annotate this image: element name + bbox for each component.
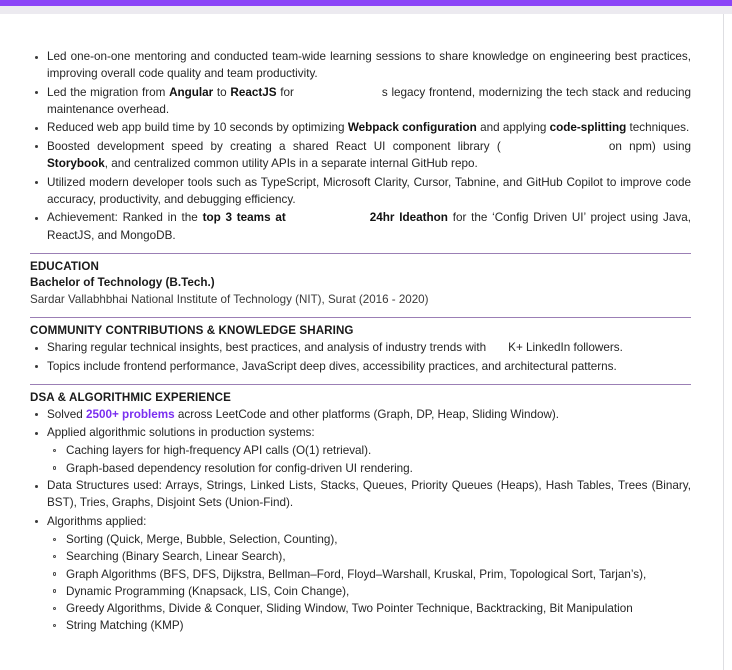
list-item [47,442,691,459]
dsa-bullet-list [30,406,691,442]
experience-section [30,48,691,244]
bullet-text-part: to [213,85,231,99]
dsa-problems-count: 2500+ problems [85,407,175,421]
list-item [30,477,691,512]
community-heading: COMMUNITY CONTRIBUTIONS & KNOWLEDGE SHARING [30,324,354,338]
subbullet-text: Graph-based dependency resolution for config-driven UI rendering. [66,461,413,475]
experience-bullet-list [30,48,691,244]
bullet-text-part: Sharing regular technical insights, best practices, and analysis of industry trends with [47,341,487,355]
viewer-toolbar-strip [0,6,732,14]
redacted-company-name [294,83,382,100]
bullet-text-part: Reduced web app build time by 10 seconds by optimizing [47,121,348,135]
section-divider [30,384,691,385]
dsa-production-sublist [47,442,691,477]
bullet-bold-top3: top 3 teams at [202,211,286,225]
list-item [30,209,691,244]
dsa-section [30,391,691,635]
bullet-bold-webpack: Webpack configuration [347,121,477,135]
bullet-text: Data Structures used: Arrays, Strings, Linked Lists, Stacks, Queues, Priority Queues (Heaps), Hash Tables, Trees (Binary, BST), Tries, Graphs, Disjoint Sets (Union-Find). [47,479,691,510]
dsa-algorithms-sublist [47,531,691,635]
community-section [30,324,691,375]
bullet-text-part: Led the migration from [47,85,170,99]
list-item [47,531,691,548]
list-item [30,174,691,209]
bullet-text-part: Solved [47,407,86,421]
bullet-text-part: , and centralized common utility APIs in a separate internal GitHub repo. [104,157,478,171]
bullet-text: Topics include frontend performance, JavaScript deep dives, accessibility practices, and architectural patterns. [47,359,617,373]
bullet-bold-ideathon: 24hr Ideathon [369,211,448,225]
list-item [30,406,691,423]
resume-page [0,14,724,670]
subbullet-text: Greedy Algorithms, Divide & Conquer, Sliding Window, Two Pointer Technique, Backtracking, Bit Manipulation [66,602,633,616]
list-item [47,583,691,600]
bullet-text: Utilized modern developer tools such as TypeScript, Microsoft Clarity, Cursor, Tabnine, and GitHub Copilot to improve code accuracy, productivity, and debugging efficiency. [47,175,691,206]
list-item [47,548,691,565]
list-item [30,513,691,530]
bullet-bold-codesplitting: code-splitting [549,121,627,135]
bullet-text-part: K+ LinkedIn followers. [508,341,623,355]
bullet-text-part: for the ‘Config Driven UI’ project using Java, ReactJS, and MongoDB. [47,211,691,242]
list-item [30,84,691,119]
redacted-event-host [286,208,370,225]
list-item [30,138,691,173]
subbullet-text: Caching layers for high-frequency API calls (O(1) retrieval). [66,444,372,458]
education-section [30,260,691,308]
bullet-text: Applied algorithmic solutions in production systems: [47,426,315,440]
list-item [47,460,691,477]
dsa-bullet-list-2 [30,477,691,530]
bullet-bold-reactjs: ReactJS [230,85,277,99]
subbullet-text: Searching (Binary Search, Linear Search), [66,550,286,564]
list-item [30,119,691,136]
list-item [30,424,691,441]
list-item [47,617,691,634]
section-divider [30,253,691,254]
dsa-heading: DSA & ALGORITHMIC EXPERIENCE [30,390,231,404]
bullet-text-part: for [276,85,294,99]
bullet-text-part: techniques. [626,121,690,135]
bullet-text-part: across LeetCode and other platforms (Graph, DP, Heap, Sliding Window). [174,407,560,421]
redacted-follower-count [486,338,508,355]
list-item [47,566,691,583]
list-item [30,358,691,375]
list-item [30,339,691,357]
dsa-production-sublist-wrap [30,442,691,477]
bullet-text: Led one-on-one mentoring and conducted team-wide learning sessions to share knowledge on engineering best practices, improving overall code quality and team productivity. [47,50,691,81]
bullet-text-part: on npm) using [608,139,691,153]
education-heading: EDUCATION [30,260,99,274]
bullet-text-part: Achievement: Ranked in the [47,211,203,225]
bullet-bold-storybook: Storybook [47,157,105,171]
bullet-bold-angular: Angular [169,85,214,99]
education-school: Sardar Vallabhbhai National Institute of Technology (NIT), Surat (2016 - 2020) [30,293,429,307]
education-degree: Bachelor of Technology (B.Tech.) [30,276,215,290]
subbullet-text: Sorting (Quick, Merge, Bubble, Selection, Counting), [66,532,338,546]
community-bullet-list [30,339,691,375]
list-item [47,600,691,617]
redacted-library-name [501,137,609,154]
subbullet-text: Dynamic Programming (Knapsack, LIS, Coin Change), [66,584,350,598]
bullet-text-part: Boosted development speed by creating a shared React UI component library ( [47,139,501,153]
bullet-text-part: and applying [476,121,550,135]
section-divider [30,317,691,318]
dsa-algorithms-sublist-wrap [30,531,691,635]
subbullet-text: Graph Algorithms (BFS, DFS, Dijkstra, Bellman–Ford, Floyd–Warshall, Kruskal, Prim, Topological Sort, Tarjan’s), [66,567,647,581]
bullet-text-part: s legacy frontend, modernizing the tech stack and reducing maintenance overhead. [47,85,692,117]
subbullet-text: String Matching (KMP) [66,619,184,633]
list-item [30,48,691,83]
bullet-text: Algorithms applied: [47,514,147,528]
